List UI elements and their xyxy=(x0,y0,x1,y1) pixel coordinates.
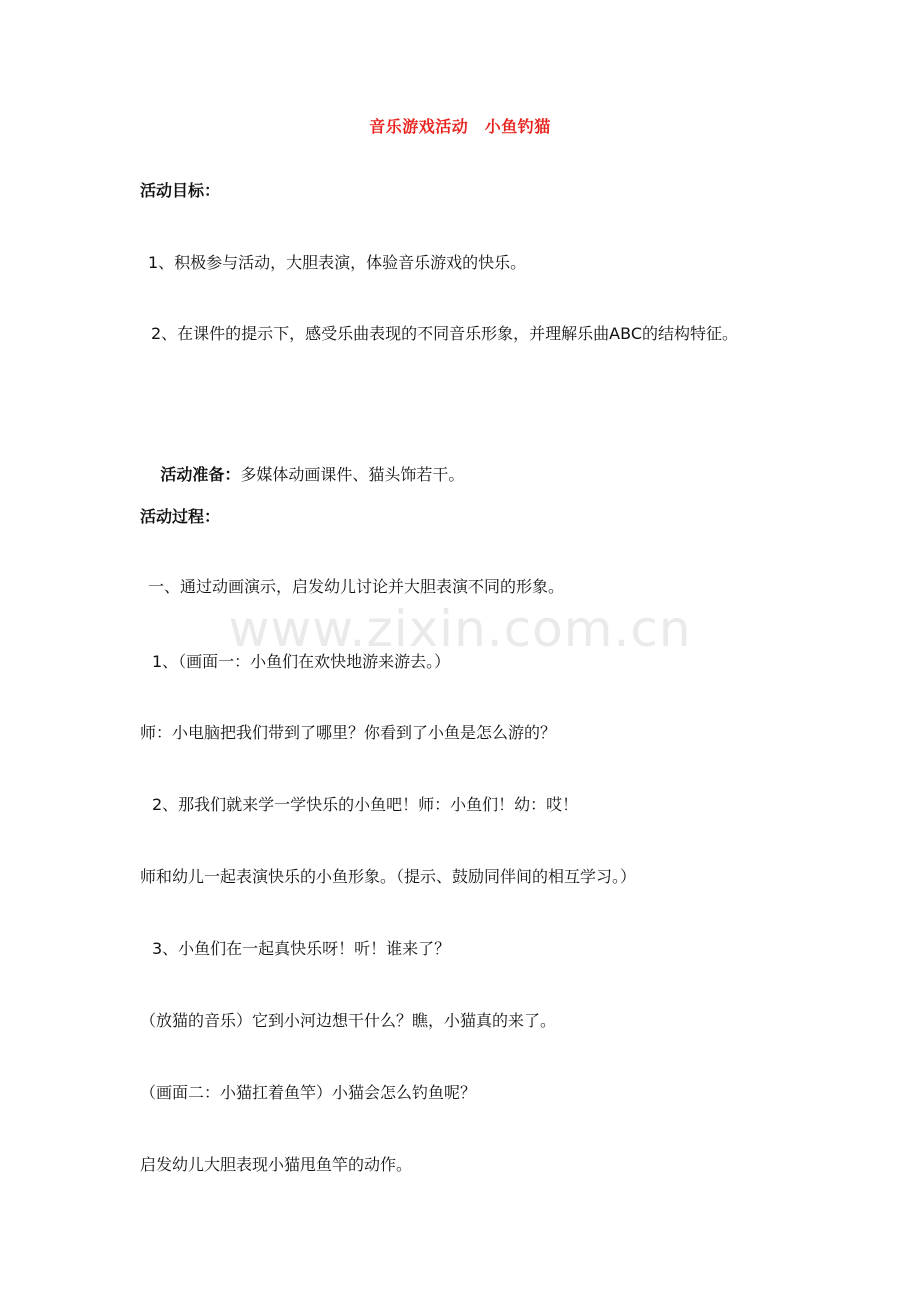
goal-1: 1、积极参与活动，大胆表演，体验音乐游戏的快乐。 xyxy=(148,253,527,272)
goal-2: 2、在课件的提示下，感受乐曲表现的不同音乐形象，并理解乐曲ABC的结构特征。 xyxy=(151,324,738,343)
step-3: 3、小鱼们在一起真快乐呀！听！谁来了？ xyxy=(152,939,451,958)
step-2: 2、那我们就来学一学快乐的小鱼吧！师：小鱼们！幼：哎！ xyxy=(152,795,579,814)
cat-music-text: （放猫的音乐）它到小河边想干什么？瞧，小猫真的来了。 xyxy=(140,1011,557,1030)
teacher-question-1: 师：小电脑把我们带到了哪里？你看到了小鱼是怎么游的？ xyxy=(140,723,557,742)
goals-heading: 活动目标： xyxy=(140,181,221,200)
preparation-text: 多媒体动画课件、猫头饰若干。 xyxy=(240,465,465,484)
perform-instruction: 师和幼儿一起表演快乐的小鱼形象。（提示、鼓励同伴间的相互学习。） xyxy=(140,867,637,886)
step-1: 1、（画面一：小鱼们在欢快地游来游去。） xyxy=(152,652,451,671)
document-title: 音乐游戏活动 小鱼钓猫 xyxy=(369,117,551,136)
process-heading: 活动过程： xyxy=(140,507,221,526)
scene-2-text: （画面二：小猫扛着鱼竿）小猫会怎么钓鱼呢？ xyxy=(140,1083,477,1102)
section-1-heading: 一、通过动画演示，启发幼儿讨论并大胆表演不同的形象。 xyxy=(148,577,565,596)
inspire-text: 启发幼儿大胆表现小猫甩鱼竿的动作。 xyxy=(140,1155,413,1174)
preparation-heading: 活动准备： xyxy=(160,465,241,484)
watermark-text: www.zixin.com.cn xyxy=(228,600,692,658)
